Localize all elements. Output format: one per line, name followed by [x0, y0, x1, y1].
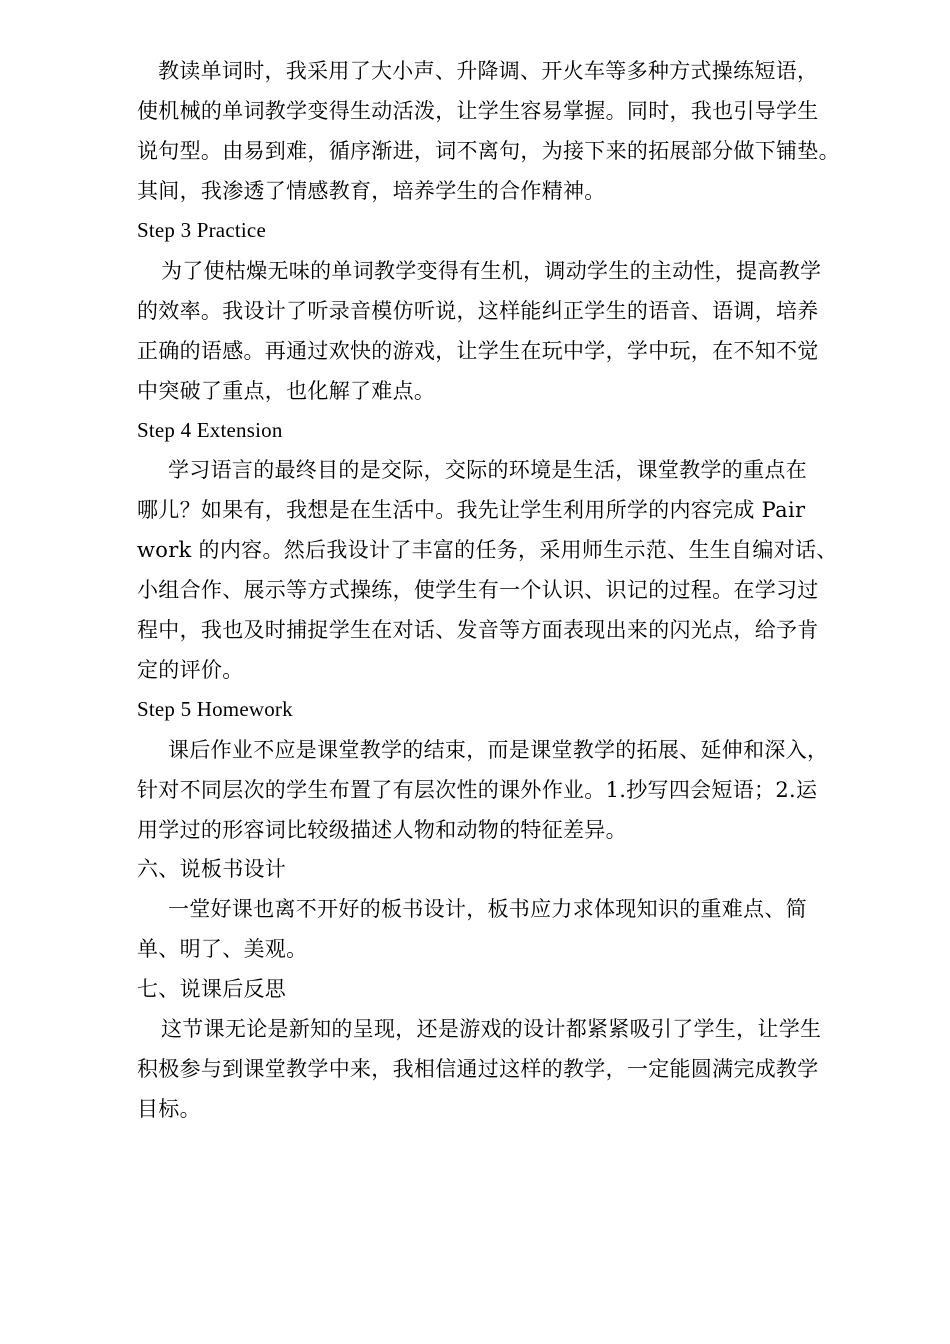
paragraph-line: 其间，我渗透了情感教育，培养学生的合作精神。 [137, 179, 606, 203]
step-5-heading: Step 5 Homework [137, 697, 293, 721]
paragraph-line: 说句型。由易到难，循序渐进，词不离句，为接下来的拓展部分做下铺垫。 [137, 139, 840, 163]
paragraph-line: 目标。 [137, 1097, 201, 1121]
section-7-heading: 七、说课后反思 [137, 977, 287, 1001]
step-4-heading: Step 4 Extension [137, 418, 283, 442]
paragraph-line: 程中，我也及时捕捉学生在对话、发音等方面表现出来的闪光点，给予肯 [137, 618, 819, 642]
paragraph-line: 用学过的形容词比较级描述人物和动物的特征差异。 [137, 818, 627, 842]
paragraph-line: 单、明了、美观。 [137, 937, 308, 961]
paragraph-line: 这节课无论是新知的呈现，还是游戏的设计都紧紧吸引了学生，让学生 [161, 1017, 822, 1041]
paragraph-line: 定的评价。 [137, 658, 244, 682]
paragraph-line: 哪儿？如果有，我想是在生活中。我先让学生利用所学的内容完成 Pair [137, 498, 806, 522]
paragraph-line: 中突破了重点，也化解了难点。 [137, 379, 436, 403]
paragraph-line: 教读单词时，我采用了大小声、升降调、开火车等多种方式操练短语， [158, 59, 819, 83]
paragraph-line: work 的内容。然后我设计了丰富的任务，采用师生示范、生生自编对话、 [137, 538, 838, 562]
paragraph-line: 使机械的单词教学变得生动活泼，让学生容易掌握。同时，我也引导学生 [137, 99, 819, 123]
paragraph-line: 小组合作、展示等方式操练，使学生有一个认识、识记的过程。在学习过 [137, 578, 819, 602]
paragraph-line: 正确的语感。再通过欢快的游戏，让学生在玩中学，学中玩，在不知不觉 [137, 339, 819, 363]
paragraph-line: 积极参与到课堂教学中来，我相信通过这样的教学，一定能圆满完成教学 [137, 1057, 819, 1081]
paragraph-line: 学习语言的最终目的是交际，交际的环境是生活，课堂教学的重点在 [168, 458, 807, 482]
paragraph-line: 一堂好课也离不开好的板书设计，板书应力求体现知识的重难点、简 [168, 897, 807, 921]
step-3-heading: Step 3 Practice [137, 218, 266, 242]
paragraph-line: 针对不同层次的学生布置了有层次性的课外作业。1.抄写四会短语；2.运 [137, 778, 818, 802]
section-6-heading: 六、说板书设计 [137, 857, 287, 881]
paragraph-line: 为了使枯燥无味的单词教学变得有生机，调动学生的主动性，提高教学 [161, 259, 822, 283]
paragraph-line: 的效率。我设计了听录音模仿听说，这样能纠正学生的语音、语调，培养 [137, 299, 819, 323]
paragraph-line: 课后作业不应是课堂教学的结束，而是课堂教学的拓展、延伸和深入， [168, 738, 829, 762]
